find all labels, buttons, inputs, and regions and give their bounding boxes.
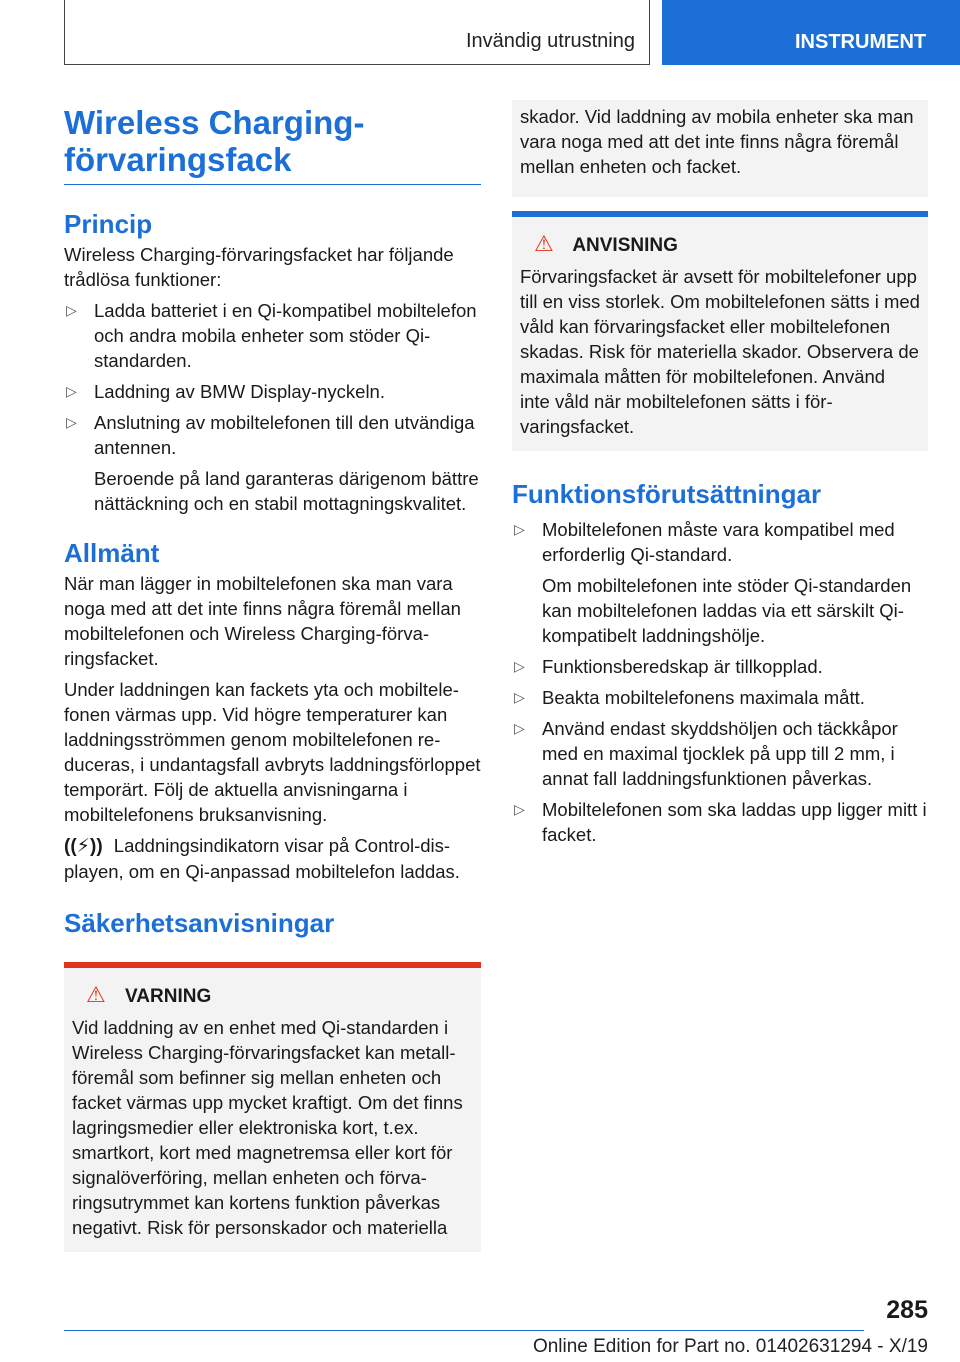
header-section-title: Invändig utrustning [465,30,635,52]
princip-list [64,298,481,516]
warning-text: Vid laddning av en enhet med Qi-standarden i Wireless Charging-förvaringsfacket kan metallföremål som befinner sig mellan enheten och facket värmas upp mycket kraftigt. Om det finns lagringsmedier eller elektroniska kort, t.ex. smartkort, kort med magnetremsa eller kort för signalöverföring, mellan enheten och förvaringsutrymmet kan kortens funktion påverkas negativt. Risk för personskador och materiella [72,1017,463,1238]
list-item: ▷ Mobiltelefonen måste vara kompatibel med erforderlig Qi-standard. Om mobiltelefonen inte stöder Qi-standarden kan mobiltelefonen laddas via ett särskilt Qi-kompatibelt laddningshölje. [512,517,928,648]
right-column [512,100,928,853]
page-title-line2: förvaringsfack [64,141,292,178]
warning-label: VARNING [125,986,212,1007]
page-number: 285 [886,1296,928,1324]
left-column [64,100,481,1252]
funktion-list [512,517,928,847]
warning-box [64,962,481,1252]
header-section-box [64,0,650,65]
warning-triangle-icon: ⚠ [86,982,106,1007]
list-item: ▷ Beakta mobiltelefonens maximala mått. [514,687,865,708]
bullet-triangle-icon: ▷ [66,383,77,399]
page-title-line1: Wireless Charging- [64,104,365,141]
list-item: ▷ Laddning av BMW Display-nyckeln. [66,381,385,402]
bullet-triangle-icon: ▷ [514,521,525,537]
bullet-triangle-icon: ▷ [514,801,525,817]
page-title [64,100,481,185]
allmant-paragraph-2: Under laddningen kan fackets yta och mobiltelefonen värmas upp. Vid högre temperaturer kan laddningsströmmen genom mobiltelefonen reduceras, i undantagsfall avbryts laddningsförloppet temporärt. Följ de aktuella anvisningarna i mobiltelefonens bruksanvisning. [64,679,481,825]
allmant-paragraph-3: ((⚡)) Laddningsindikatorn visar på Control-displayen, om en Qi-anpassad mobiltelefon laddas. [64,835,460,882]
heading-allmant: Allmänt [64,538,160,568]
bullet-triangle-icon: ▷ [514,689,525,705]
warning-box-continued [512,100,928,197]
princip-intro: Wireless Charging-förvaringsfacket har följande trådlösa funktioner: [64,244,454,290]
bullet-triangle-icon: ▷ [514,658,525,674]
footer-edition: Online Edition for Part no. 01402631294 - X/19 [532,1336,928,1357]
notice-label: ANVISNING [572,235,678,256]
list-item-subtext: Beroende på land garanteras därigenom bättre nättäckning och en stabil mottagningskvalitet. [94,468,479,514]
bullet-triangle-icon: ▷ [66,302,77,318]
bullet-triangle-icon: ▷ [66,414,77,430]
warning-triangle-icon: ⚠ [534,231,554,256]
notice-box [512,211,928,451]
footer-divider [64,1330,864,1331]
notice-text: Förvaringsfacket är avsett för mobiltelefoner upp till en viss storlek. Om mobiltelefonen sätts i med våld kan förvaringsfacket eller mobiltelefonen skadas. Risk för materiella skador. Observera de maximala måtten för mobiltelefonen. Använd inte våld när mobiltelefonen sätts i förvaringsfacket. [520,266,920,437]
list-item-subtext: Om mobiltelefonen inte stöder Qi-standarden kan mobiltelefonen laddas via ett särskilt Qi-kompatibelt laddningshölje. [542,575,912,646]
heading-sakerhet: Säkerhetsanvisningar [64,908,335,938]
wireless-charging-icon: ((⚡)) [64,836,103,857]
bullet-triangle-icon: ▷ [514,720,525,736]
header-chapter-label: INSTRUMENT [795,31,927,53]
list-item: ▷ Använd endast skyddshöljen och täckkåpor med en maximal tjocklek på upp till 2 mm, i annat fall laddningsfunktionen påverkas. [514,718,898,789]
list-item: ▷ Mobiltelefonen som ska laddas upp ligger mitt i facket. [514,799,927,845]
heading-princip: Princip [64,209,153,239]
heading-funktion: Funktionsförutsättningar [512,479,822,509]
list-item: ▷ Ladda batteriet i en Qi-kompatibel mobiltelefon och andra mobila enheter som stöder Qi-standarden. [66,300,477,371]
warning-text-continued: skador. Vid laddning av mobila enheter ska man vara noga med att det inte finns några föremål mellan enheten och facket. [520,106,914,177]
allmant-paragraph-1: När man lägger in mobiltelefonen ska man vara noga med att det inte finns några föremål mellan mobiltelefonen och Wireless Charging-förvaringsfacket. [64,573,461,669]
list-item: ▷ Anslutning av mobiltelefonen till den utvändiga antennen. Beroende på land garanteras därigenom bättre nättäckning och en stabil mottagningskvalitet. [64,410,481,516]
header-chapter-tab [662,0,960,65]
list-item: ▷ Funktionsberedskap är tillkopplad. [514,656,823,677]
